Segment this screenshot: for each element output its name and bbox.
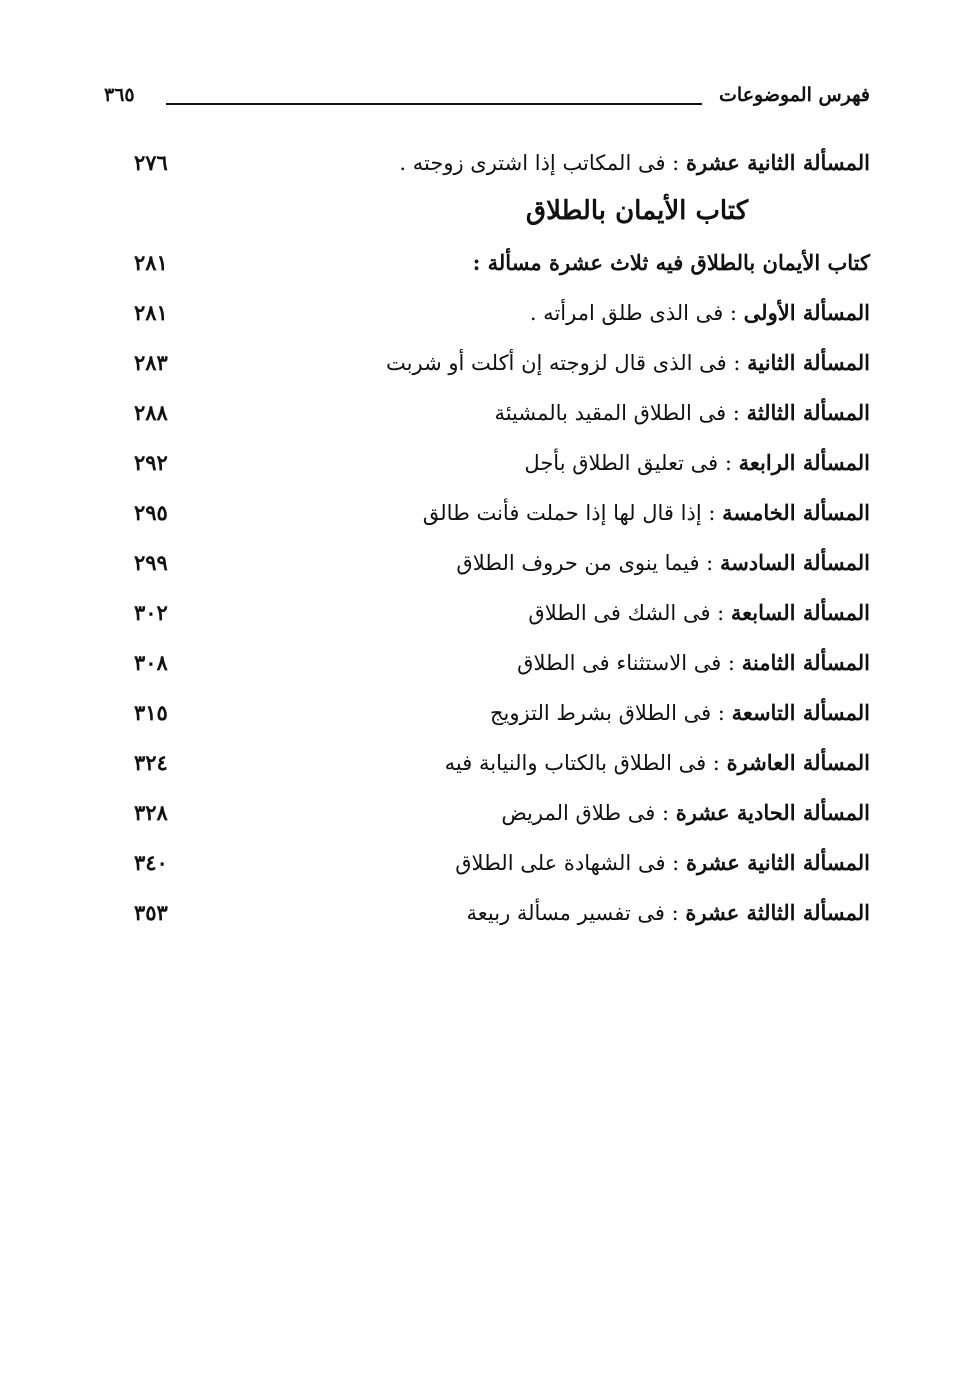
toc-entry bbox=[104, 550, 870, 590]
entry-title: المسألة التاسعة bbox=[731, 700, 870, 725]
toc-entry bbox=[104, 850, 870, 890]
entry-desc: : فى الذى طلق امرأته . bbox=[529, 301, 737, 325]
entry-desc: : فى الشهادة على الطلاق bbox=[455, 851, 680, 875]
entry-title: المسألة الثامنة bbox=[741, 650, 870, 675]
entry-page-number: ٣٢٨ bbox=[134, 800, 168, 825]
entry-desc: : فى المكاتب إذا اشترى زوجته . bbox=[399, 151, 680, 175]
entry-page-number: ٢٨٨ bbox=[134, 400, 168, 425]
toc-entry bbox=[104, 250, 870, 290]
header-page-number: ٣٦٥ bbox=[104, 84, 135, 106]
toc-entry bbox=[104, 900, 870, 940]
entry-title: المسألة الخامسة bbox=[722, 500, 870, 525]
entry-desc: : إذا قال لها إذا حملت فأنت طالق bbox=[422, 501, 716, 525]
entry-page-number: ٢٩٥ bbox=[134, 500, 168, 525]
toc-entry bbox=[104, 650, 870, 690]
entry-desc: : فى الطلاق بشرط التزويج bbox=[489, 701, 725, 725]
toc-entry bbox=[104, 150, 870, 190]
entry-desc: : فيما ينوى من حروف الطلاق bbox=[456, 551, 714, 575]
entry-desc: : فى الطلاق المقيد بالمشيئة bbox=[494, 401, 740, 425]
entry-page-number: ٣٠٨ bbox=[134, 650, 168, 675]
toc-entry bbox=[104, 800, 870, 840]
entry-title: المسألة الحادية عشرة bbox=[675, 800, 870, 825]
toc-entry bbox=[104, 350, 870, 390]
entry-desc: : فى طلاق المريض bbox=[501, 801, 670, 825]
entry-title: المسألة الأولى bbox=[743, 300, 870, 325]
entry-page-number: ٢٨١ bbox=[134, 300, 168, 325]
toc-entry bbox=[104, 700, 870, 740]
entry-page-number: ٢٨١ bbox=[134, 250, 168, 275]
entry-desc: : فى تفسير مسألة ربيعة bbox=[466, 901, 679, 925]
toc-entry bbox=[104, 600, 870, 640]
entry-page-number: ٣١٥ bbox=[134, 700, 168, 725]
running-header bbox=[104, 84, 870, 118]
entry-page-number: ٣٠٢ bbox=[134, 600, 168, 625]
header-title: فهرس الموضوعات bbox=[719, 84, 870, 106]
entry-page-number: ٢٧٦ bbox=[134, 150, 168, 175]
entry-title: المسألة الثالثة bbox=[746, 400, 870, 425]
entry-desc: : فى تعليق الطلاق بأجل bbox=[524, 451, 732, 475]
entry-title: المسألة الثالثة عشرة bbox=[685, 900, 870, 925]
entry-title: المسألة الثانية عشرة bbox=[685, 150, 870, 175]
header-rule bbox=[166, 103, 702, 105]
entry-title: المسألة السادسة bbox=[719, 550, 870, 575]
toc-entry bbox=[104, 400, 870, 440]
entry-desc: : فى الذى قال لزوجته إن أكلت أو شربت bbox=[386, 351, 741, 375]
entry-page-number: ٢٩٩ bbox=[134, 550, 168, 575]
entry-title: المسألة الثانية bbox=[747, 350, 870, 375]
entry-title: المسألة الثانية عشرة bbox=[685, 850, 870, 875]
toc-entry bbox=[104, 500, 870, 540]
entry-title: المسألة العاشرة bbox=[726, 750, 870, 775]
entry-title: المسألة الرابعة bbox=[738, 450, 870, 475]
entry-title: المسألة السابعة bbox=[730, 600, 870, 625]
section-heading: كتاب الأيمان بالطلاق bbox=[525, 196, 749, 226]
toc-entry bbox=[104, 300, 870, 340]
entry-desc: : فى الشك فى الطلاق bbox=[528, 601, 725, 625]
entry-page-number: ٣٢٤ bbox=[134, 750, 168, 775]
entry-page-number: ٣٥٣ bbox=[134, 900, 168, 925]
toc-entry bbox=[104, 450, 870, 490]
entry-page-number: ٢٩٢ bbox=[134, 450, 168, 475]
toc-entry bbox=[104, 750, 870, 790]
entry-desc: : فى الاستثناء فى الطلاق bbox=[517, 651, 736, 675]
entry-page-number: ٢٨٣ bbox=[134, 350, 168, 375]
entry-desc: كتاب الأيمان بالطلاق فيه ثلاث عشرة مسألة : bbox=[472, 250, 870, 275]
entry-desc: : فى الطلاق بالكتاب والنيابة فيه bbox=[444, 751, 720, 775]
entry-page-number: ٣٤٠ bbox=[134, 850, 168, 875]
